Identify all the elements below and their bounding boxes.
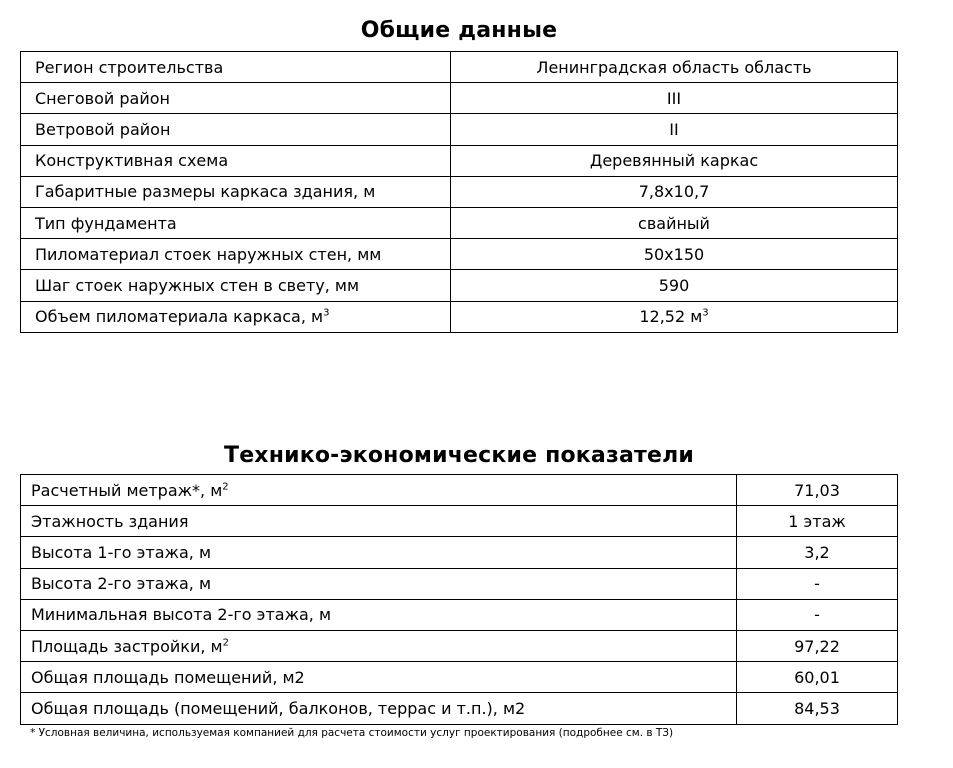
row-value: III	[451, 83, 898, 114]
row-value: 7,8x10,7	[451, 176, 898, 207]
table-row	[21, 568, 898, 599]
row-value-text: 12,52 м	[639, 307, 703, 327]
row-value: II	[451, 114, 898, 145]
row-label: Шаг стоек наружных стен в свету, мм	[21, 270, 451, 301]
superscript: 2	[222, 637, 229, 649]
table-row	[21, 475, 898, 506]
general-data-table	[20, 51, 898, 333]
row-label: Габаритные размеры каркаса здания, м	[21, 176, 451, 207]
table-row	[21, 301, 898, 332]
superscript: 3	[323, 307, 330, 319]
row-value: -	[737, 599, 898, 630]
table-row	[21, 693, 898, 724]
row-label: Общая площадь (помещений, балконов, террас и т.п.), м2	[21, 693, 737, 724]
table-row	[21, 145, 898, 176]
row-label-text: Объем пиломатериала каркаса, м	[35, 307, 324, 327]
table-row	[21, 83, 898, 114]
row-label: Высота 1-го этажа, м	[21, 537, 737, 568]
general-data-title: Общие данные	[360, 18, 558, 43]
row-label: Общая площадь помещений, м2	[21, 662, 737, 693]
row-label	[21, 630, 737, 661]
table-row	[21, 270, 898, 301]
row-value: 1 этаж	[737, 506, 898, 537]
superscript: 3	[702, 307, 709, 319]
row-label: Тип фундамента	[21, 207, 451, 238]
row-value: 590	[451, 270, 898, 301]
table-row	[21, 52, 898, 83]
table-row	[21, 537, 898, 568]
tep-table	[20, 474, 898, 725]
row-value: 3,2	[737, 537, 898, 568]
table-row	[21, 506, 898, 537]
table-row	[21, 599, 898, 630]
table-row	[21, 239, 898, 270]
row-label: Высота 2-го этажа, м	[21, 568, 737, 599]
row-value: 84,53	[737, 693, 898, 724]
table-row	[21, 662, 898, 693]
table-row	[21, 176, 898, 207]
row-label: Регион строительства	[21, 52, 451, 83]
table-row	[21, 630, 898, 661]
row-value: 97,22	[737, 630, 898, 661]
row-label: Ветровой район	[21, 114, 451, 145]
row-value	[451, 301, 898, 332]
row-label-text: Расчетный метраж*, м	[31, 480, 223, 500]
tep-title: Технико-экономические показатели	[223, 443, 695, 468]
superscript: 2	[222, 481, 229, 493]
table-row	[21, 114, 898, 145]
row-value: свайный	[451, 207, 898, 238]
row-label-text: Площадь застройки, м	[31, 636, 223, 656]
row-label	[21, 475, 737, 506]
row-label: Этажность здания	[21, 506, 737, 537]
row-label: Конструктивная схема	[21, 145, 451, 176]
footnote: * Условная величина, используемая компанией для расчета стоимости услуг проектирования (подробнее см. в ТЗ)	[30, 727, 674, 739]
row-label: Минимальная высота 2-го этажа, м	[21, 599, 737, 630]
row-value: 71,03	[737, 475, 898, 506]
row-value: 50x150	[451, 239, 898, 270]
row-value: 60,01	[737, 662, 898, 693]
row-value: Ленинградская область область	[451, 52, 898, 83]
row-label: Пиломатериал стоек наружных стен, мм	[21, 239, 451, 270]
row-label: Снеговой район	[21, 83, 451, 114]
row-label	[21, 301, 451, 332]
table-row	[21, 207, 898, 238]
row-value: Деревянный каркас	[451, 145, 898, 176]
row-value: -	[737, 568, 898, 599]
